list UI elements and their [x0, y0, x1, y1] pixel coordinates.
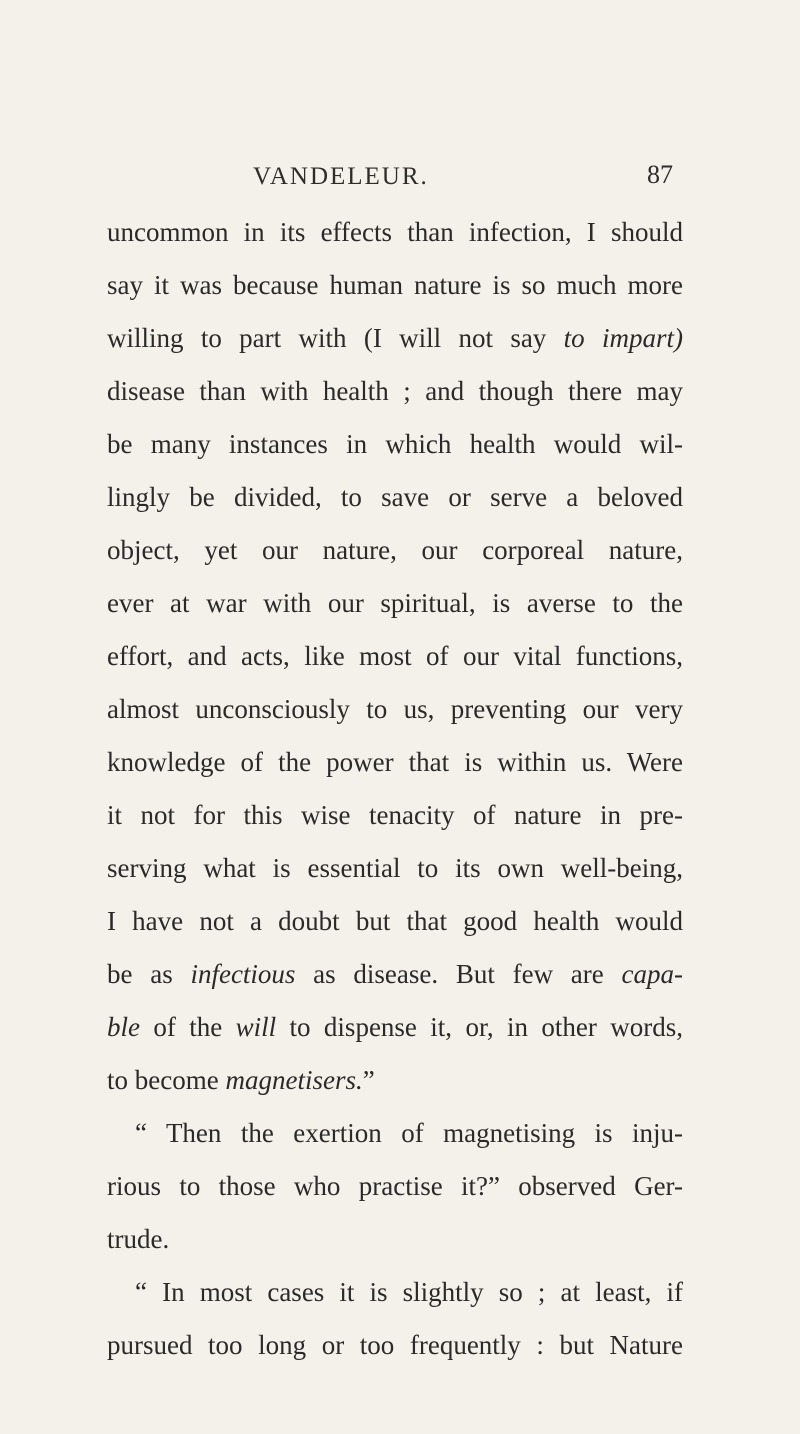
italic-run: magnetisers.: [225, 1065, 363, 1095]
text-run: ”: [362, 1065, 375, 1095]
running-head: VANDELEUR.: [253, 163, 429, 190]
page-number: 87: [647, 160, 673, 189]
text-line: “ Then the exertion of magnetising is inju-: [135, 1118, 683, 1148]
italic-run: will: [235, 1012, 277, 1042]
text-run: of the: [140, 1012, 236, 1042]
italic-run: to impart): [563, 323, 683, 353]
text-line: effort, and acts, like most of our vital functions,: [107, 641, 683, 671]
text-line: pursued too long or too frequently : but Nature: [107, 1330, 683, 1360]
text-line: “ In most cases it is slightly so ; at least, if: [135, 1277, 683, 1307]
text-line: rious to those who practise it?” observed Ger-: [107, 1171, 683, 1201]
text-line: almost unconsciously to us, preventing our very: [107, 694, 683, 724]
text-line: disease than with health ; and though there may: [107, 376, 683, 406]
text-line: uncommon in its effects than infection, I should: [107, 217, 683, 247]
text-line: it not for this wise tenacity of nature in pre-: [107, 800, 683, 830]
text-line: [107, 1009, 683, 1045]
text-line: [107, 956, 683, 992]
text-run: as disease. But few are: [295, 959, 622, 989]
text-run: to become: [107, 1065, 226, 1095]
italic-run: ble: [107, 1012, 140, 1042]
text-line: lingly be divided, to save or serve a beloved: [107, 482, 683, 512]
text-run: be as: [107, 959, 191, 989]
text-line: knowledge of the power that is within us. Were: [107, 747, 683, 777]
text-run: to dispense it, or, in other words,: [276, 1012, 683, 1042]
italic-run: capa-: [621, 959, 683, 989]
text-line: serving what is essential to its own well-being,: [107, 853, 683, 883]
text-line: I have not a doubt but that good health would: [107, 906, 683, 936]
text-run: willing to part with (I will not say: [107, 323, 564, 353]
text-line: [107, 320, 683, 356]
text-line: be many instances in which health would wil-: [107, 429, 683, 459]
italic-run: infectious: [190, 959, 296, 989]
text-line: ever at war with our spiritual, is averse to the: [107, 588, 683, 618]
text-line: [107, 1062, 683, 1098]
text-line: trude.: [107, 1224, 170, 1254]
text-line: say it was because human nature is so much more: [107, 270, 683, 300]
text-line: object, yet our nature, our corporeal nature,: [107, 535, 683, 565]
